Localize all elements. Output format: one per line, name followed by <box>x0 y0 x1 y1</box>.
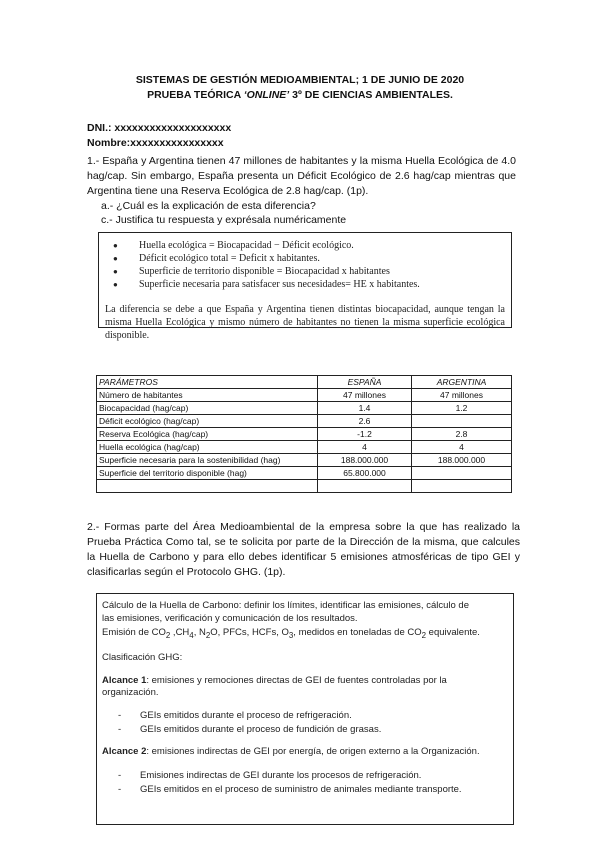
question-1-c: c.- Justifica tu respuesta y exprésala numéricamente <box>101 214 347 226</box>
alcance-1-item <box>118 724 381 735</box>
bullet-icon: ● <box>113 241 118 250</box>
carbon-footprint-line: las emisiones, verificación y comunicación de los resultados. <box>102 613 358 624</box>
table-cell: Superficie del territorio disponible (hag) <box>97 467 318 480</box>
table-cell: Reserva Ecológica (hag/cap) <box>97 428 318 441</box>
table-cell: 4 <box>318 441 412 454</box>
alcance-2-item <box>118 770 421 781</box>
formula-list <box>113 239 420 291</box>
subscript: 4 <box>189 630 194 640</box>
dash-icon: - <box>118 710 122 721</box>
table-cell: Número de habitantes <box>97 389 318 402</box>
alcance-2-label: Alcance 2 <box>102 746 147 757</box>
answer-1-box <box>98 232 512 341</box>
table-cell <box>318 480 412 493</box>
alcance-2-text: : emisiones indirectas de GEI por energía, de origen externo a la Organización. <box>146 746 480 757</box>
table-header-row <box>97 376 512 389</box>
text-fragment: equivalente. <box>426 627 480 638</box>
table-cell <box>97 480 318 493</box>
question-1: 1.- España y Argentina tienen 47 millones de habitantes y la misma Huella Ecológica de 4.0 hag/cap. Sin embargo, España presenta un Déficit Ecológico de 2.6 hag/cap mientras que Argentina tiene una Reserva Ecológica de 2.8 hag/cap. (1p). <box>87 155 516 197</box>
table-row <box>97 415 512 428</box>
alcance-1-continuation: organización. <box>102 687 159 698</box>
formula-text: Superficie de territorio disponible = Biocapacidad x habitantes <box>139 266 390 277</box>
formula-item <box>113 265 420 278</box>
nombre-field: Nombre:xxxxxxxxxxxxxxxx <box>87 137 224 149</box>
table-row <box>97 441 512 454</box>
table-row <box>97 428 512 441</box>
table-cell <box>412 467 512 480</box>
table-cell <box>412 415 512 428</box>
text-fragment: , medidos en toneladas de CO <box>293 627 422 638</box>
title-prefix: PRUEBA TEÓRICA <box>147 89 244 101</box>
bullet-icon: ● <box>113 267 118 276</box>
alcance-2-line <box>102 746 480 757</box>
table-row <box>97 480 512 493</box>
emissions-line <box>102 627 480 640</box>
item-text: GEIs emitidos en el proceso de suministro de animales mediante transporte. <box>140 784 462 795</box>
text-fragment: , N <box>193 627 206 638</box>
table-cell: Biocapacidad (hag/cap) <box>97 402 318 415</box>
table-cell: -1.2 <box>318 428 412 441</box>
dash-icon: - <box>118 770 122 781</box>
table-row <box>97 402 512 415</box>
alcance-1-line <box>102 675 447 686</box>
subscript: 2 <box>205 630 211 640</box>
alcance-1-item <box>118 710 352 721</box>
formula-text: Huella ecológica = Biocapacidad − Déficit ecológico. <box>139 240 354 251</box>
formula-item <box>113 239 420 252</box>
document-title-line1: SISTEMAS DE GESTIÓN MEDIOAMBIENTAL; 1 DE JUNIO DE 2020 <box>135 74 465 86</box>
answer-2-box <box>96 593 514 825</box>
bullet-icon: ● <box>113 280 118 289</box>
text-fragment: ,CH <box>170 627 190 638</box>
formula-text: Superficie necesaria para satisfacer sus necesidades= HE x habitantes. <box>139 279 420 290</box>
text-fragment: Emisión de CO <box>102 627 166 638</box>
alcance-1-text: : emisiones y remociones directas de GEI de fuentes controladas por la <box>146 675 447 686</box>
table-cell: 1.4 <box>318 402 412 415</box>
alcance-1-label: Alcance 1 <box>102 675 147 686</box>
table-cell: 2.6 <box>318 415 412 428</box>
subscript: 2 <box>165 630 171 640</box>
header-cell: ESPAÑA <box>318 376 412 389</box>
dash-icon: - <box>118 724 122 735</box>
table-row <box>97 454 512 467</box>
text-fragment: O, PFCs, HCFs, O <box>210 627 289 638</box>
formula-item <box>113 252 420 265</box>
title-online: ‘ONLINE’ <box>243 89 290 101</box>
item-text: GEIs emitidos durante el proceso de refrigeración. <box>140 710 352 721</box>
table-cell: 4 <box>412 441 512 454</box>
table-cell: Huella ecológica (hag/cap) <box>97 441 318 454</box>
subscript: 2 <box>421 630 427 640</box>
question-2: 2.- Formas parte del Área Medioambiental de la empresa sobre la que has realizado la Prueba Práctica Como tal, se te solicita por parte de la Dirección de la misma, que calcules la Huella de Carbono y para ello debes identificar 5 emisiones atmosféricas de tipo GEI y clasificarlas según el Protocolo GHG. (1p). <box>87 521 520 578</box>
header-cell: ARGENTINA <box>412 376 512 389</box>
bullet-icon: ● <box>113 254 118 263</box>
table-cell: Déficit ecológico (hag/cap) <box>97 415 318 428</box>
table-cell: Superficie necesaria para la sostenibilidad (hag) <box>97 454 318 467</box>
title-suffix: 3º DE CIENCIAS AMBIENTALES. <box>289 89 453 101</box>
table-cell: 47 millones <box>318 389 412 402</box>
table-row <box>97 389 512 402</box>
answer-1-paragraph: La diferencia se debe a que España y Argentina tienen distintas biocapacidad, aunque tengan la misma Huella Ecológica y mismo número de habitantes no tienen la misma superficie ecológica disponible. <box>105 304 505 341</box>
table-cell: 2.8 <box>412 428 512 441</box>
parameters-table <box>96 375 512 493</box>
item-text: GEIs emitidos durante el proceso de fundición de grasas. <box>140 724 382 735</box>
alcance-2-item <box>118 784 462 795</box>
table-cell: 47 millones <box>412 389 512 402</box>
ghg-classification-label: Clasificación GHG: <box>102 652 183 663</box>
question-1-a: a.- ¿Cuál es la explicación de esta diferencia? <box>101 200 316 212</box>
document-title-line2 <box>0 89 600 101</box>
formula-text: Déficit ecológico total = Deficit x habitantes. <box>139 253 320 264</box>
dash-icon: - <box>118 784 122 795</box>
item-text: Emisiones indirectas de GEI durante los procesos de refrigeración. <box>140 770 422 781</box>
table-cell: 65.800.000 <box>318 467 412 480</box>
table-cell: 188.000.000 <box>412 454 512 467</box>
carbon-footprint-line: Cálculo de la Huella de Carbono: definir los límites, identificar las emisiones, cálculo de <box>102 600 469 611</box>
table-row <box>97 467 512 480</box>
table-cell <box>412 480 512 493</box>
table-cell: 188.000.000 <box>318 454 412 467</box>
header-cell: PARÁMETROS <box>97 376 318 389</box>
subscript: 3 <box>288 630 294 640</box>
dni-field: DNI.: xxxxxxxxxxxxxxxxxxxx <box>87 122 232 134</box>
table-cell: 1.2 <box>412 402 512 415</box>
formula-item <box>113 278 420 291</box>
